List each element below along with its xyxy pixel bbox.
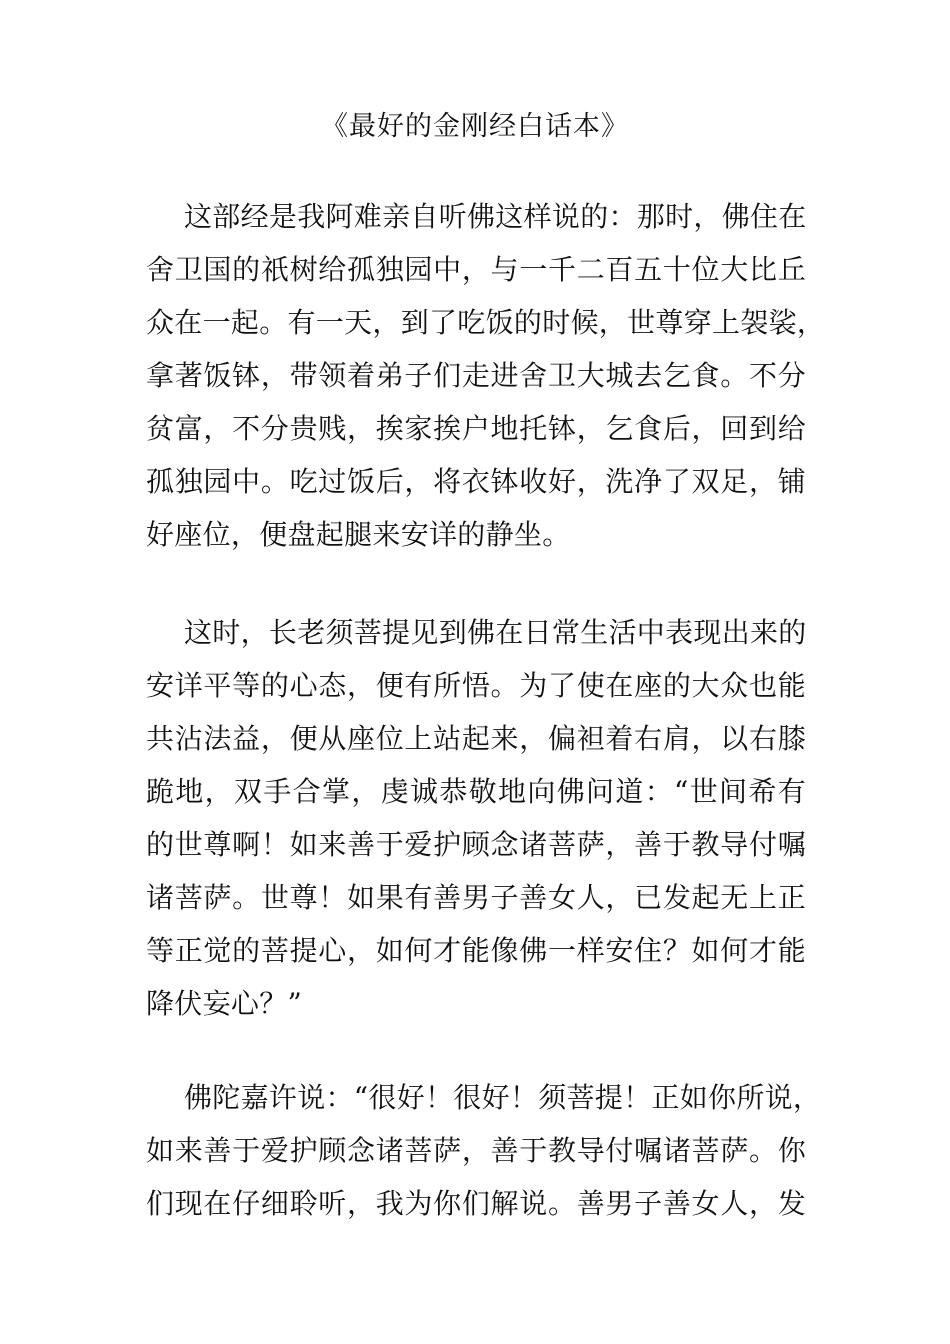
paragraph-1 [146, 190, 826, 561]
text-line: 这时，长老须菩提见到佛在日常生活中表现出来的 [184, 616, 807, 649]
document-title: 《最好的金刚经白话本》 [321, 111, 629, 142]
paragraph-2 [146, 606, 806, 1030]
text-line: 降伏妄心？” [146, 987, 303, 1020]
text-line: 们现在仔细聆听，我为你们解说。善男子善女人，发 [146, 1187, 806, 1220]
text-line: 众在一起。有一天，到了吃饭的时候，世尊穿上袈裟， [146, 306, 826, 339]
text-line: 佛陀嘉许说：“很好！很好！须菩提！正如你所说， [184, 1081, 822, 1114]
text-line: 拿著饭钵，带领着弟子们走进舍卫大城去乞食。不分 [146, 359, 806, 392]
text-line: 等正觉的菩提心，如何才能像佛一样安住？如何才能 [146, 934, 806, 967]
text-line: 的世尊啊！如来善于爱护顾念诸菩萨，善于教导付嘱 [146, 828, 806, 861]
text-line: 孤独园中。吃过饭后，将衣钵收好，洗净了双足，铺 [146, 465, 806, 498]
text-line: 安详平等的心态，便有所悟。为了使在座的大众也能 [146, 669, 806, 702]
paragraph-3 [146, 1071, 822, 1230]
text-line: 好座位，便盘起腿来安详的静坐。 [146, 518, 571, 551]
text-line: 共沾法益，便从座位上站起来，偏袒着右肩，以右膝 [146, 722, 806, 755]
text-line: 舍卫国的祇树给孤独园中，与一千二百五十位大比丘 [146, 253, 806, 286]
text-line: 诸菩萨。世尊！如果有善男子善女人，已发起无上正 [146, 881, 806, 914]
text-line: 跪地，双手合掌，虔诚恭敬地向佛问道：“世间希有 [146, 775, 806, 808]
text-line: 这部经是我阿难亲自听佛这样说的：那时，佛住在 [184, 200, 807, 233]
text-line: 贫富，不分贵贱，挨家挨户地托钵，乞食后，回到给 [146, 412, 806, 445]
text-line: 如来善于爱护顾念诸菩萨，善于教导付嘱诸菩萨。你 [146, 1134, 806, 1167]
